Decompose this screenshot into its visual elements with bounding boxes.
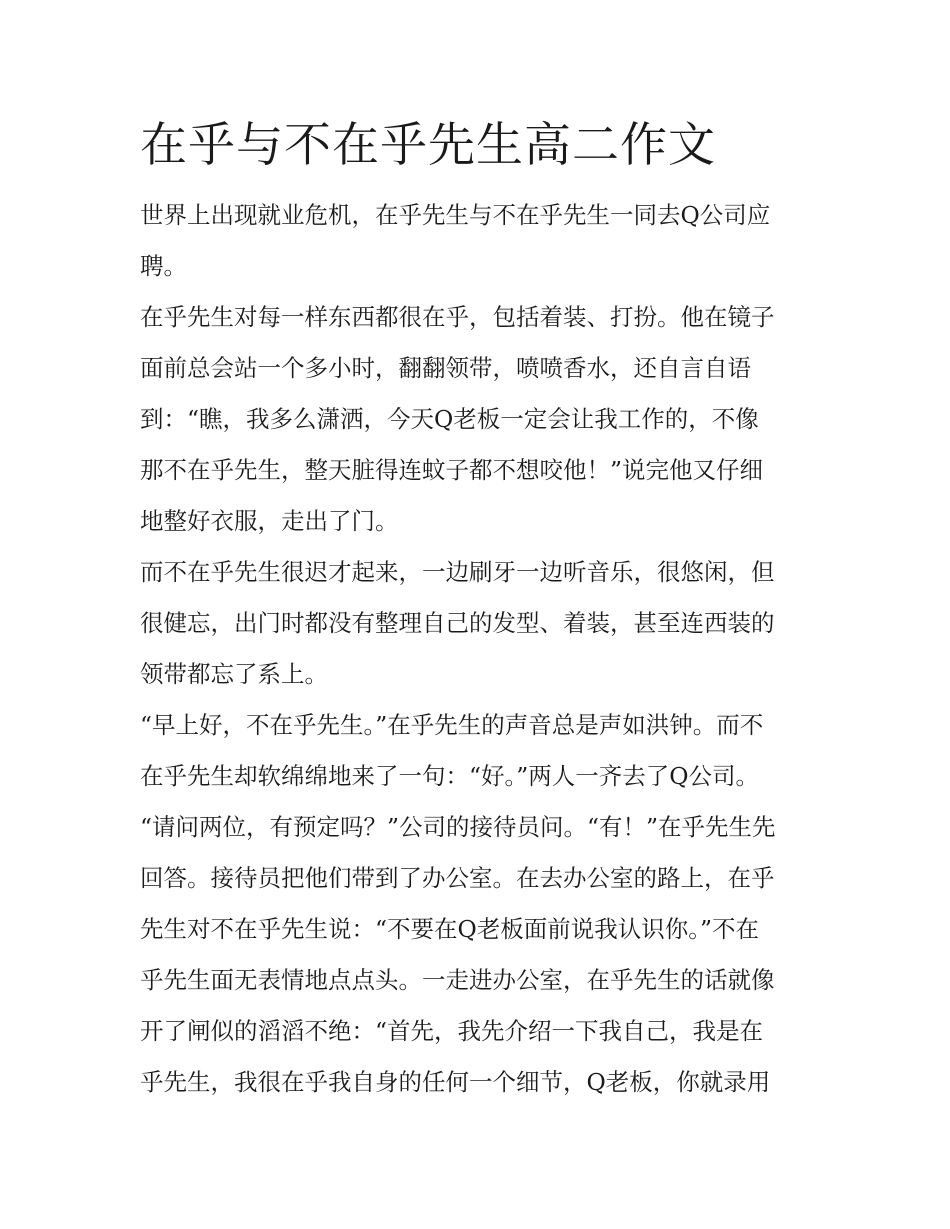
text-line: “早上好，不在乎先生。”在乎先生的声音总是声如洪钟。而不 [140, 711, 764, 739]
text-line: 先生对不在乎先生说：“不要在Q老板面前说我认识你。”不在 [140, 915, 760, 943]
text-line: 在乎先生却软绵绵地来了一句：“好。”两人一齐去了Q公司。 [140, 762, 760, 790]
document-title: 在乎与不在乎先生高二作文 [140, 118, 716, 173]
text-line: 到：“瞧，我多么潇洒，今天Q老板一定会让我工作的，不像 [140, 405, 759, 433]
text-line: 领带都忘了系上。 [140, 660, 328, 688]
text-line: “请问两位，有预定吗？”公司的接待员问。“有！”在乎先生先 [140, 813, 776, 841]
text-line: 地整好衣服，走出了门。 [140, 507, 399, 535]
text-line: 乎先生面无表情地点点头。一走进办公室，在乎先生的话就像 [140, 966, 775, 994]
document-body [140, 190, 820, 1108]
text-line: 很健忘，出门时都没有整理自己的发型、着装，甚至连西装的 [140, 609, 775, 637]
document-page [140, 112, 820, 1108]
text-line: 开了闸似的滔滔不绝：“首先，我先介绍一下我自己，我是在 [140, 1017, 764, 1045]
text-line: 回答。接待员把他们带到了办公室。在去办公室的路上，在乎 [140, 864, 775, 892]
text-line: 而不在乎先生很迟才起来，一边刷牙一边听音乐，很悠闲，但 [140, 558, 775, 586]
text-line: 乎先生，我很在乎我自身的任何一个细节，Q老板，你就录用 [140, 1068, 771, 1096]
text-line: 那不在乎先生，整天脏得连蚊子都不想咬他！”说完他又仔细 [140, 456, 764, 484]
text-line: 聘。 [140, 252, 187, 280]
text-line: 面前总会站一个多小时，翻翻领带，喷喷香水，还自言自语 [140, 354, 751, 382]
text-line: 在乎先生对每一样东西都很在乎，包括着装、打扮。他在镜子 [140, 303, 775, 331]
text-line: 世界上出现就业危机，在乎先生与不在乎先生一同去Q公司应 [140, 201, 771, 229]
